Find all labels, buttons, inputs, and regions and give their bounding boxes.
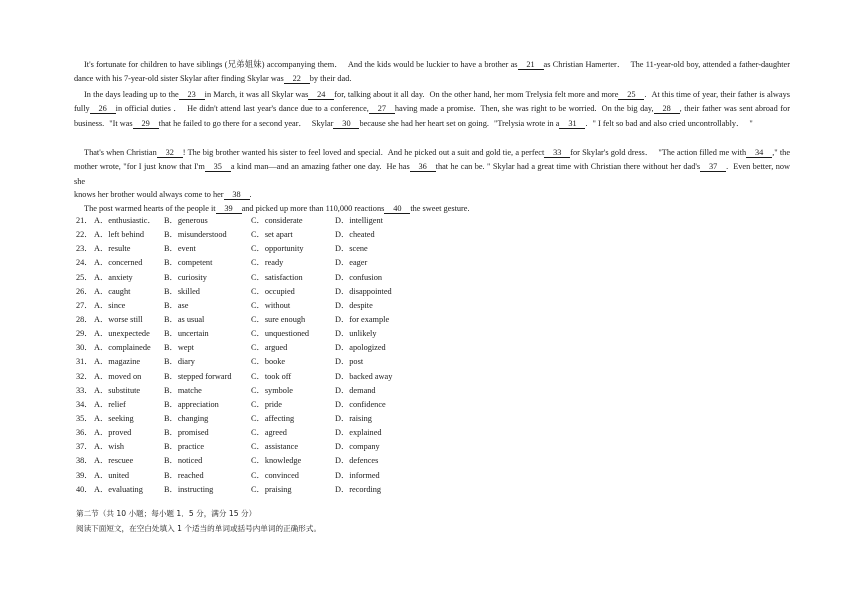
- option-d: D．confusion: [335, 272, 383, 282]
- option-b: B．event: [164, 244, 196, 254]
- question-number: 22．: [76, 230, 93, 240]
- blank-35: 35: [205, 162, 231, 172]
- option-c: C．occupied: [251, 286, 295, 296]
- question-row: [76, 313, 536, 327]
- option-b: B．wept: [164, 343, 194, 353]
- option-b: B．changing: [164, 413, 209, 423]
- question-number: 27．: [76, 300, 93, 310]
- option-a: A．seeking: [94, 413, 134, 423]
- option-b: B．appreciation: [164, 399, 219, 409]
- option-a: A．moved on: [94, 371, 142, 381]
- question-number: 35．: [76, 413, 93, 423]
- option-d: D．post: [335, 357, 364, 367]
- option-b: B．curiosity: [164, 272, 207, 282]
- option-b: B．diary: [164, 357, 195, 367]
- blank-33: 33: [544, 148, 570, 158]
- question-row: [76, 299, 536, 313]
- option-b: B．promised: [164, 428, 209, 438]
- option-c: C．agreed: [251, 428, 287, 438]
- blank-32: 32: [157, 148, 183, 158]
- option-c: C．without: [251, 300, 291, 310]
- question-number: 25．: [76, 272, 93, 282]
- option-c: C．symbole: [251, 385, 293, 395]
- passage-paragraph-1: It's fortunate for children to have siblings (兄弟姐妹) accompanying them． And the kids would be luckier to have a brother as 21 as Christian Hamerter． The 11-year-old boy, attended a father-daughter dance with his 7-year-old sister Skylar after finding Skylar was 22 by their dad.: [74, 60, 790, 84]
- blank-40: 40: [384, 204, 410, 214]
- option-c: C．considerate: [251, 216, 303, 225]
- option-c: C．satisfaction: [251, 272, 303, 282]
- option-a: A．enthusiastic．: [94, 216, 156, 225]
- question-number: 36．: [76, 428, 93, 438]
- question-row: [76, 412, 536, 426]
- question-number: 31．: [76, 357, 93, 367]
- option-a: A．proved: [94, 428, 132, 438]
- option-c: C．praising: [251, 484, 292, 494]
- blank-36: 36: [410, 162, 436, 172]
- blank-38: 38: [224, 190, 250, 200]
- option-c: C．knowledge: [251, 456, 302, 466]
- option-c: C．set apart: [251, 230, 293, 240]
- option-b: B．generous: [164, 216, 208, 225]
- question-row: [76, 256, 536, 270]
- option-a: A．wish: [94, 442, 124, 452]
- blank-28: 28: [654, 104, 680, 114]
- question-number: 23．: [76, 244, 93, 254]
- option-d: D．despite: [335, 300, 373, 310]
- question-number: 24．: [76, 258, 93, 268]
- option-d: D．company: [335, 442, 380, 452]
- passage-paragraph-4: knows her brother would always come to her 38 .: [74, 190, 252, 199]
- option-b: B．stepped forward: [164, 371, 232, 381]
- blank-29: 29: [133, 119, 159, 129]
- option-b: B．ase: [164, 300, 189, 310]
- question-row: [76, 228, 536, 242]
- question-row: [76, 271, 536, 285]
- option-d: D．apologized: [335, 343, 386, 353]
- passage-paragraph-5: The post warmed hearts of the people it 39 and picked up more than 110,000 reactions 40 the sweet gesture.: [84, 204, 470, 213]
- blank-25: 25: [618, 90, 644, 100]
- blank-39: 39: [216, 204, 242, 214]
- option-b: B．skilled: [164, 286, 200, 296]
- question-row: [76, 426, 536, 440]
- question-row: [76, 355, 536, 369]
- question-number: 32．: [76, 371, 93, 381]
- question-row: [76, 440, 536, 454]
- option-c: C．assistance: [251, 442, 299, 452]
- option-b: B．matche: [164, 385, 202, 395]
- option-c: C．took off: [251, 371, 292, 381]
- option-a: A．left behind: [94, 230, 145, 240]
- question-row: [76, 214, 536, 228]
- option-a: A．evaluating: [94, 484, 143, 494]
- question-row: [76, 454, 536, 468]
- option-b: B．as usual: [164, 314, 205, 324]
- option-c: C．convinced: [251, 470, 299, 480]
- blank-37: 37: [700, 162, 726, 172]
- blank-30: 30: [333, 119, 359, 129]
- option-b: B．reached: [164, 470, 204, 480]
- question-row: [76, 469, 536, 483]
- question-row: [76, 341, 536, 355]
- question-row: [76, 384, 536, 398]
- question-row: [76, 483, 536, 497]
- question-row: [76, 370, 536, 384]
- option-c: C．argued: [251, 343, 288, 353]
- blank-22: 22: [284, 74, 310, 84]
- option-d: D．recording: [335, 484, 382, 494]
- option-d: D．intelligent: [335, 216, 383, 225]
- question-row: [76, 285, 536, 299]
- blank-24: 24: [308, 90, 334, 100]
- option-d: D．backed away: [335, 371, 393, 381]
- option-a: A．since: [94, 300, 126, 310]
- question-number: 37．: [76, 442, 93, 452]
- option-b: B．uncertain: [164, 329, 209, 339]
- option-d: D．informed: [335, 470, 380, 480]
- option-d: D．for example: [335, 314, 390, 324]
- option-a: A．unexpectede: [94, 329, 150, 339]
- option-a: A．anxiety: [94, 272, 133, 282]
- option-b: B．noticed: [164, 456, 203, 466]
- option-a: A．rescuee: [94, 456, 134, 466]
- question-number: 40．: [76, 484, 93, 494]
- option-c: C．ready: [251, 258, 284, 268]
- section2-instruction: 阅读下面短文，在空白处填入 1 个适当的单词或括号内单词的正确形式。: [76, 524, 322, 533]
- option-d: D．scene: [335, 244, 368, 254]
- option-d: D．defences: [335, 456, 379, 466]
- option-d: D．raising: [335, 413, 372, 423]
- option-c: C．booke: [251, 357, 286, 367]
- option-d: D．disappointed: [335, 286, 392, 296]
- option-d: D．eager: [335, 258, 368, 268]
- question-row: [76, 327, 536, 341]
- option-a: A．substitute: [94, 385, 141, 395]
- option-c: C．opportunity: [251, 244, 304, 254]
- question-number: 34．: [76, 399, 93, 409]
- option-c: C．unquestioned: [251, 329, 310, 339]
- option-c: C．sure enough: [251, 314, 306, 324]
- option-c: C．pride: [251, 399, 282, 409]
- question-row: [76, 242, 536, 256]
- option-c: C．affecting: [251, 413, 295, 423]
- question-number: 29．: [76, 329, 93, 339]
- option-a: A．magazine: [94, 357, 141, 367]
- question-number: 21．: [76, 216, 93, 225]
- option-a: A．resulte: [94, 244, 131, 254]
- option-b: B．instructing: [164, 484, 214, 494]
- question-number: 28．: [76, 314, 93, 324]
- option-b: B．misunderstood: [164, 230, 227, 240]
- question-number: 30．: [76, 343, 93, 353]
- option-a: A．complainede: [94, 343, 151, 353]
- question-row: [76, 398, 536, 412]
- option-d: D．demand: [335, 385, 376, 395]
- blank-23: 23: [179, 90, 205, 100]
- blank-34: 34: [746, 148, 772, 158]
- option-a: A．relief: [94, 399, 126, 409]
- blank-26: 26: [90, 104, 116, 114]
- passage-paragraph-2: In the days leading up to the 23 in March, it was all Skylar was 24 for, talking about it all day. On the other hand, her mom Trelysia felt more and more 25 . At this time of year, their father is always fully 26 in official duties ． He didn't attend last year's dance due to a conference, 27 having made a promise. Then, she was right to be worried. On the big day, 28 , their father was sent abroad for business. "It was 29 that he failed to go there for a second year． Skylar 30 because she had her heart set on going. "Trelysia wrote in a 31 . " I felt so bad and also cried uncontrollably． ": [74, 90, 790, 128]
- option-d: D．unlikely: [335, 329, 377, 339]
- answer-options-list: [76, 214, 536, 497]
- question-number: 26．: [76, 286, 93, 296]
- passage-paragraph-3: That's when Christian 32 ! The big brother wanted his sister to feel loved and special. And he picked out a suit and gold tie, a perfect 33 for Skylar's gold dress． "The action filled me with 34 ," the mother wrote, "for I just know that I'm 35 a kind man—and an amazing father one day. He has 36 that he can be. " Skylar had a great time with Christian there without her dad's 37 . Even better, now she: [74, 148, 791, 186]
- option-d: D．confidence: [335, 399, 386, 409]
- option-a: A．concerned: [94, 258, 143, 268]
- question-number: 39．: [76, 470, 93, 480]
- option-a: A．caught: [94, 286, 131, 296]
- option-b: B．competent: [164, 258, 213, 268]
- question-number: 33．: [76, 385, 93, 395]
- option-a: A．united: [94, 470, 130, 480]
- option-d: D．cheated: [335, 230, 375, 240]
- question-number: 38．: [76, 456, 93, 466]
- option-a: A．worse still: [94, 314, 143, 324]
- blank-21: 21: [518, 60, 544, 70]
- blank-31: 31: [559, 119, 585, 129]
- blank-27: 27: [369, 104, 395, 114]
- option-d: D．explained: [335, 428, 382, 438]
- section2-title: 第二节（共 10 小题；每小题 1．5 分，满分 15 分）: [76, 509, 257, 518]
- option-b: B．practice: [164, 442, 205, 452]
